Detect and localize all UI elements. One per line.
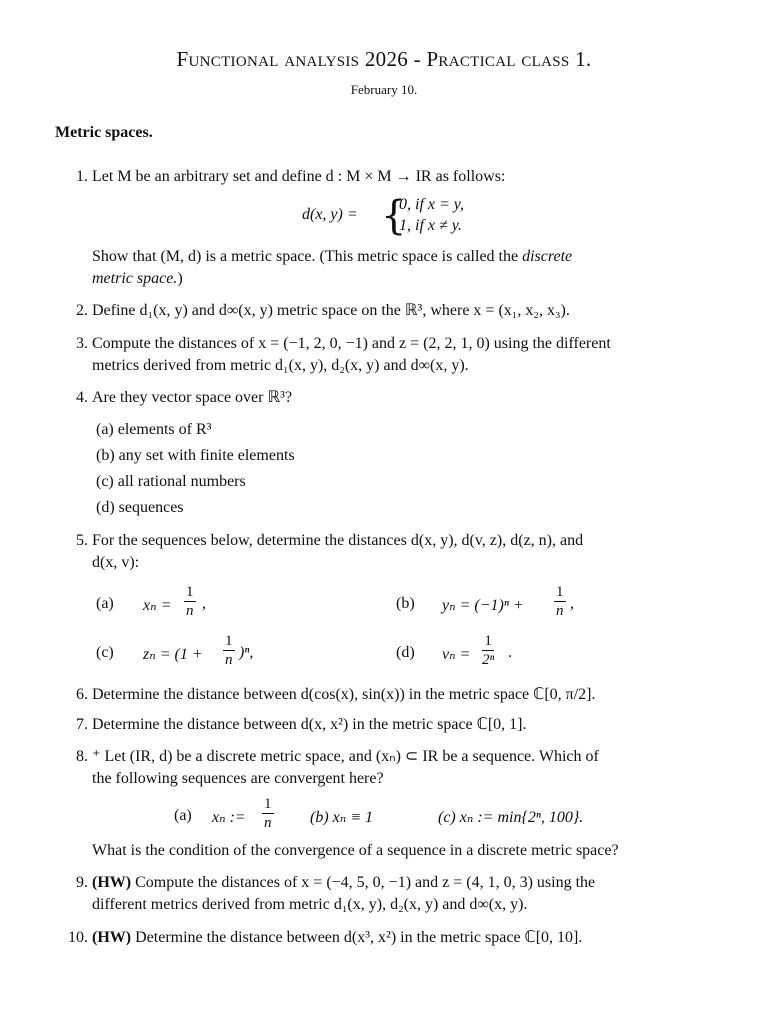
section-heading: Metric spaces. <box>55 124 153 141</box>
line-2: the following sequences are convergent here? <box>92 770 384 787</box>
lhs: xₙ = <box>143 597 172 614</box>
denominator: n <box>186 603 194 619</box>
line-2: metrics derived from metric d₁(x, y), d₂(x, y) and d∞(x, y). <box>92 357 469 374</box>
lhs-a: xₙ := <box>212 809 246 826</box>
exercise-number: 1. <box>76 168 88 185</box>
exercise-number: 2. <box>76 302 88 319</box>
numerator: 1 <box>186 584 194 600</box>
exercise-number: 6. <box>76 686 88 703</box>
exercise-text: Let M be an arbitrary set and define d : M × M → IR as follows: <box>92 168 506 185</box>
exercise-text: Determine the distance between d(x, x²) in the metric space ℂ[0, 1]. <box>92 716 527 733</box>
line-1: Determine the distance between d(x³, x²) in the metric space ℂ[0, 10]. <box>131 929 583 946</box>
closing-paren: ) <box>177 270 183 287</box>
fraction <box>223 632 235 669</box>
comma: , <box>570 595 574 612</box>
title-part-a: Functional analysis 2026 - <box>176 47 427 71</box>
homework-badge: (HW) <box>92 929 132 946</box>
exercise-number: 5. <box>76 532 88 549</box>
denominator: n <box>225 652 233 668</box>
exercise-text <box>92 530 712 574</box>
homework-badge: (HW) <box>92 874 132 891</box>
fraction <box>482 632 494 669</box>
exercise-number: 8. <box>76 748 88 765</box>
eq-lhs: d(x, y) = <box>302 206 358 223</box>
fraction <box>554 583 566 620</box>
label: (c) <box>96 644 114 661</box>
line-2: d(x, v): <box>92 554 140 571</box>
denominator: n <box>556 603 564 619</box>
case-1: 0, if x = y, <box>399 196 465 213</box>
option-c: (c) xₙ := min{2ⁿ, 100}. <box>438 809 584 826</box>
exercise-text: Define d₁(x, y) and d∞(x, y) metric space on the ℝ³, where x = (x₁, x₂, x₃). <box>92 302 570 319</box>
option-b: (b) xₙ ≡ 1 <box>310 809 374 826</box>
show-text: Show that (M, d) is a metric space. (This metric space is called the <box>92 248 523 265</box>
exercise-number: 3. <box>76 335 88 352</box>
label: (d) <box>396 644 415 661</box>
date: February 10. <box>350 82 418 97</box>
line-1: ⁺ Let (IR, d) be a discrete metric space, and (xₙ) ⊂ IR be a sequence. Which of <box>92 748 599 765</box>
lhs: zₙ = (1 + <box>143 646 203 663</box>
fraction <box>184 583 196 620</box>
label: (a) <box>96 595 114 612</box>
lhs: yₙ = (−1)ⁿ + <box>442 597 524 614</box>
comma: , <box>202 595 206 612</box>
title-part-b: Practical class 1. <box>426 47 592 71</box>
label-a: (a) <box>174 807 192 824</box>
exercise-number: 7. <box>76 716 88 733</box>
exercise-4-option-c: (c) all rational numbers <box>96 473 246 490</box>
exercise-text <box>92 746 712 790</box>
case-2: 1, if x ≠ y. <box>399 217 462 234</box>
exercise-text: Are they vector space over ℝ³? <box>92 389 293 406</box>
line-2: different metrics derived from metric d₁(x, y), d₂(x, y) and d∞(x, y). <box>92 896 528 913</box>
numerator: 1 <box>225 633 233 649</box>
numerator: 1 <box>556 584 564 600</box>
line-1: Compute the distances of x = (−4, 5, 0, −1) and z = (4, 1, 0, 3) using the <box>131 874 596 891</box>
left-brace: { <box>381 193 407 239</box>
exercise-text <box>92 927 712 949</box>
exercise-4-option-a: (a) elements of R³ <box>96 421 212 438</box>
period: . <box>508 644 512 661</box>
page-title <box>0 47 768 72</box>
line-1: Compute the distances of x = (−1, 2, 0, −1) and z = (2, 2, 1, 0) using the different <box>92 335 611 352</box>
continuation-text <box>92 246 712 290</box>
exercise-4-option-d: (d) sequences <box>96 499 184 516</box>
exercise-number: 4. <box>76 389 88 406</box>
rhs: )ⁿ, <box>239 644 254 661</box>
denominator: n <box>264 815 272 831</box>
exercise-number: 10. <box>68 929 88 946</box>
lhs: vₙ = <box>442 646 471 663</box>
exercise-text <box>92 872 712 916</box>
fraction <box>262 795 274 832</box>
numerator: 1 <box>482 632 494 651</box>
label: (b) <box>396 595 415 612</box>
exercise-text: Determine the distance between d(cos(x), sin(x)) in the metric space ℂ[0, π/2]. <box>92 686 596 703</box>
numerator: 1 <box>264 796 272 812</box>
exercise-4-option-b: (b) any set with finite elements <box>96 447 295 464</box>
exercise-text <box>92 333 712 377</box>
denominator: 2ⁿ <box>482 652 495 668</box>
exercise-number: 9. <box>76 874 88 891</box>
emphasis-discrete: discrete <box>522 248 573 265</box>
emphasis-metric-space: metric space. <box>92 270 178 287</box>
exercise-text: What is the condition of the convergence of a sequence in a discrete metric space? <box>92 842 619 859</box>
line-1: For the sequences below, determine the distances d(x, y), d(v, z), d(z, n), and <box>92 532 584 549</box>
